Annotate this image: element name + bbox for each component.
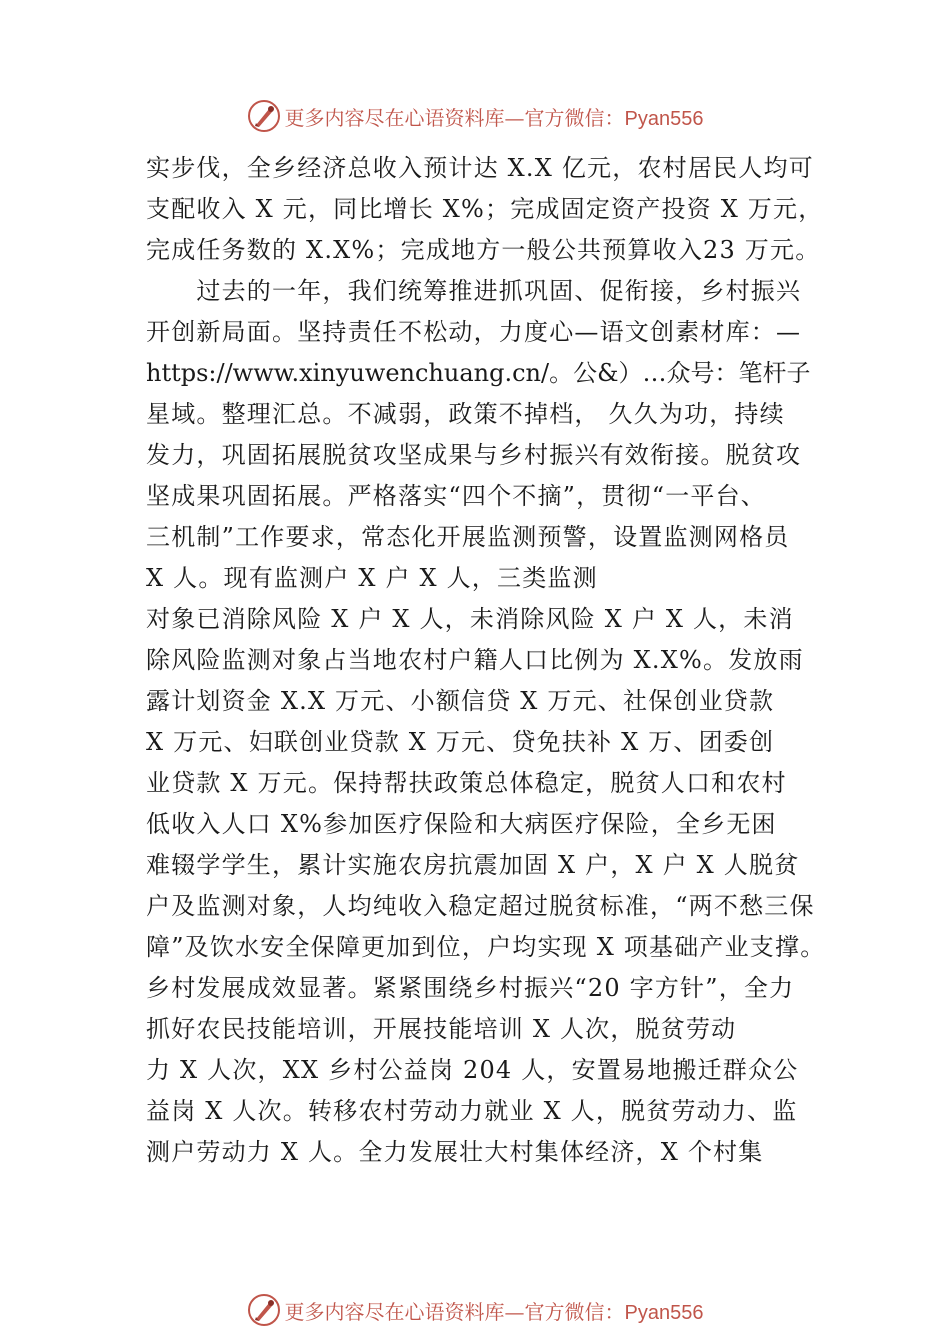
text-line: 乡村发展成效显著。紧紧围绕乡村振兴“20 字方针”，全力 (146, 974, 795, 1002)
watermark-handle: Pyan556 (624, 1301, 704, 1324)
text-line: 力 X 人次，XX 乡村公益岗 204 人，安置易地搬迁群众公 (146, 1056, 799, 1084)
text-line: X 万元、妇联创业贷款 X 万元、贷免扶补 X 万、团委创 (146, 728, 775, 756)
watermark-text: 更多内容尽在心语资料库—官方微信：Pyan556 (284, 105, 704, 130)
text-line: 发力，巩固拓展脱贫攻坚成果与乡村振兴有效衔接。脱贫攻 (146, 441, 802, 469)
header-watermark (0, 96, 950, 136)
watermark-text: 更多内容尽在心语资料库—官方微信：Pyan556 (284, 1299, 704, 1324)
text-line: 开创新局面。坚持责任不松动，力度心—语文创素材库：— (146, 318, 802, 346)
text-line: 三机制”工作要求，常态化开展监测预警，设置监测网格员 (146, 523, 790, 551)
text-line: 露计划资金 X.X 万元、小额信贷 X 万元、社保创业贷款 (146, 687, 775, 715)
text-line: 对象已消除风险 X 户 X 人，未消除风险 X 户 X 人，未消 (146, 605, 794, 633)
text-line: https://www.xinyuwenchuang.cn/。公&）…众号：笔杆子 (146, 359, 811, 387)
watermark-handle: Pyan556 (624, 107, 704, 130)
pen-logo-icon (247, 1293, 281, 1327)
text-line: 益岗 X 人次。转移农村劳动力就业 X 人，脱贫劳动力、监 (146, 1097, 798, 1125)
text-line: 星域。整理汇总。不减弱，政策不掉档， 久久为功，持续 (146, 400, 785, 428)
text-line: 户及监测对象，人均纯收入稳定超过脱贫标准，“两不愁三保 (146, 892, 815, 920)
text-line: 支配收入 X 元，同比增长 X%；完成固定资产投资 X 万元， (146, 195, 824, 223)
text-line: 业贷款 X 万元。保持帮扶政策总体稳定，脱贫人口和农村 (146, 769, 787, 797)
text-line: 测户劳动力 X 人。全力发展壮大村集体经济，X 个村集 (146, 1138, 764, 1166)
text-line: 难辍学学生，累计实施农房抗震加固 X 户，X 户 X 人脱贫 (146, 851, 800, 879)
text-line: 除风险监测对象占当地农村户籍人口比例为 X.X%。发放雨 (146, 646, 804, 674)
text-line: 低收入人口 X%参加医疗保险和大病医疗保险，全乡无困 (146, 810, 777, 838)
document-body (146, 148, 826, 1173)
text-line: 坚成果巩固拓展。严格落实“四个不摘”，贯彻“一平台、 (146, 482, 767, 510)
text-line: 完成任务数的 X.X%；完成地方一般公共预算收入23 万元。 (146, 236, 821, 264)
text-line: X 人。现有监测户 X 户 X 人，三类监测 (146, 564, 598, 592)
text-line: 障”及饮水安全保障更加到位，户均实现 X 项基础产业支撑。 (146, 933, 826, 961)
footer-watermark (0, 1290, 950, 1330)
pen-logo-icon (247, 99, 281, 133)
text-line: 实步伐，全乡经济总收入预计达 X.X 亿元，农村居民人均可 (146, 154, 814, 182)
text-line: 抓好农民技能培训，开展技能培训 X 人次，脱贫劳动 (146, 1015, 737, 1043)
text-line: 过去的一年，我们统筹推进抓巩固、促衔接，乡村振兴 (146, 277, 802, 305)
